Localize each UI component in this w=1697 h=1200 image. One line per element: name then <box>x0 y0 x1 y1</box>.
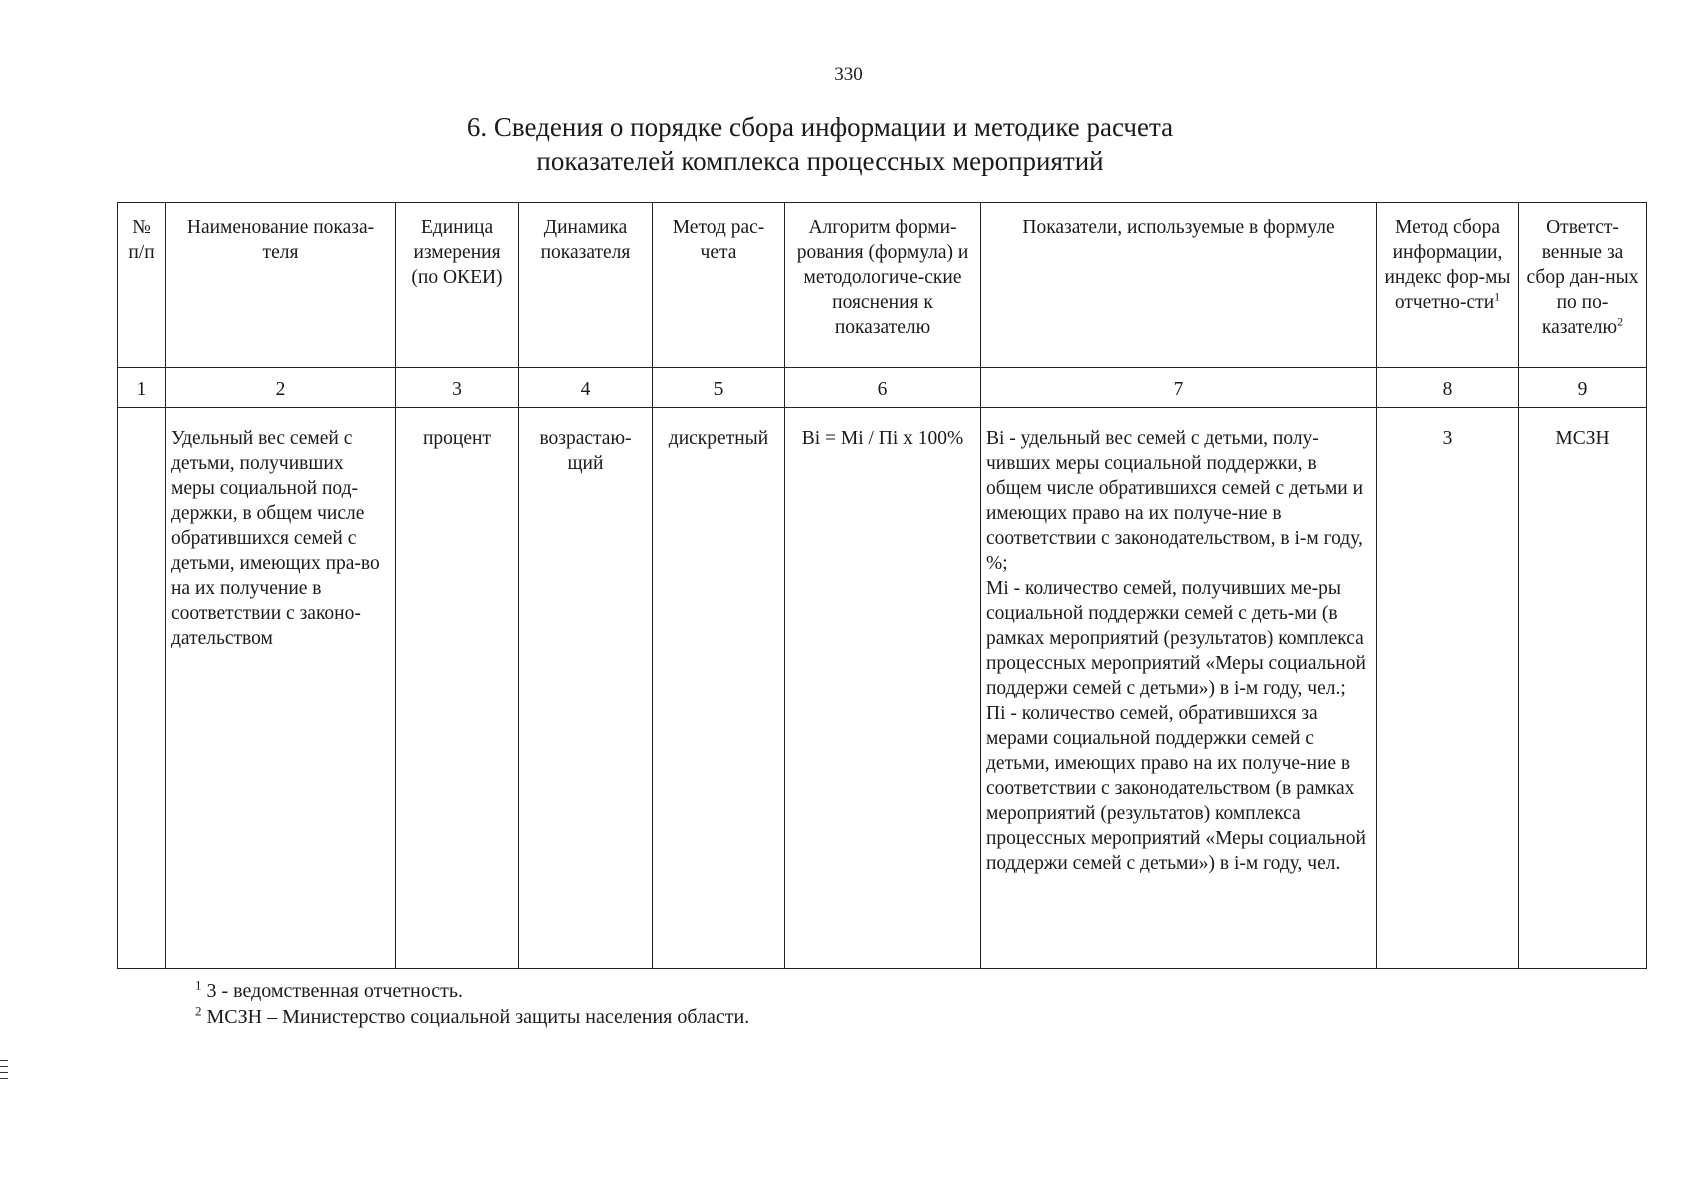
header-cell-variables: Показатели, используемые в формуле <box>981 203 1377 368</box>
margin-mark <box>0 1078 8 1079</box>
column-number: 3 <box>396 368 519 408</box>
footnote-mark: 2 <box>195 1003 202 1019</box>
column-number: 4 <box>519 368 653 408</box>
indicator-formula: Bi = Mi / Пi x 100% <box>785 408 981 969</box>
header-responsible-text: Ответст-венные за сбор дан-ных по по-казателю <box>1526 217 1639 338</box>
indicator-dynamics: возрастаю-щий <box>519 408 653 969</box>
header-collection-text: Метод сбора информации, индекс фор-мы отчетно-сти <box>1384 217 1511 313</box>
variable-mi: Mi - количество семей, получивших ме-ры социальной поддержки семей с деть-ми (в рамках мероприятий (результатов) комплекса процессных мероприятий «Меры социальной поддержи семей с детьми») в i-м году, чел.; <box>986 578 1366 699</box>
margin-mark <box>0 1072 8 1073</box>
indicator-method: дискретный <box>653 408 785 969</box>
page-number: 330 <box>834 64 863 85</box>
column-number: 6 <box>785 368 981 408</box>
footnote-mark: 1 <box>195 977 202 993</box>
indicator-unit: процент <box>396 408 519 969</box>
header-cell-dynamics: Динамика показателя <box>519 203 653 368</box>
footnote-text: МСЗН – Министерство социальной защиты населения области. <box>206 1006 750 1028</box>
table-row <box>118 408 1647 969</box>
variable-bi: Bi - удельный вес семей с детьми, полу-чивших меры социальной поддержки, в общем числе обратившихся семей с детьми и имеющих право на их получе-ние в соответствии с законодательством, в i-м году, %; <box>986 428 1364 574</box>
footnotes <box>195 978 749 1030</box>
header-cell-responsible <box>1519 203 1647 368</box>
header-cell-unit: Единица измерения (по ОКЕИ) <box>396 203 519 368</box>
indicators-table <box>117 202 1647 969</box>
column-number: 5 <box>653 368 785 408</box>
header-cell-number: № п/п <box>118 203 166 368</box>
footnote-ref-2: 2 <box>1617 314 1624 329</box>
indicator-name: Удельный вес семей с детьми, получивших меры социальной под-держки, в общем числе обратившихся семей с детьми, имеющих пра-во на их получение в соответствии с законо-дательством <box>166 408 396 969</box>
section-title-line-1: 6. Сведения о порядке сбора информации и методике расчета <box>466 112 1174 142</box>
scan-margin-marks <box>0 1060 10 1084</box>
variable-pi: Пi - количество семей, обратившихся за мерами социальной поддержки семей с детьми, имеющих право на их получе-ние в соответствии с законодательством (в рамках мероприятий (результатов) комплекса процессных мероприятий «Меры социальной поддержи семей с детьми») в i-м году, чел. <box>986 703 1366 874</box>
formula-variables <box>981 408 1377 969</box>
section-title <box>300 110 1340 178</box>
margin-mark <box>0 1060 8 1061</box>
column-number: 2 <box>166 368 396 408</box>
header-row <box>118 203 1647 368</box>
footnote-ref-1: 1 <box>1494 289 1501 304</box>
header-cell-collection-method <box>1377 203 1519 368</box>
header-cell-formula: Алгоритм форми-рования (формула) и методологиче-ские пояснения к показателю <box>785 203 981 368</box>
column-number-row <box>118 368 1647 408</box>
header-cell-name: Наименование показа-теля <box>166 203 396 368</box>
column-number: 1 <box>118 368 166 408</box>
footnote <box>195 978 749 1004</box>
column-number: 9 <box>1519 368 1647 408</box>
column-number: 7 <box>981 368 1377 408</box>
row-number <box>118 408 166 969</box>
margin-mark <box>0 1066 8 1067</box>
footnote <box>195 1004 749 1030</box>
section-title-line-2: показателей комплекса процессных мероприятий <box>536 146 1104 176</box>
responsible-body: МСЗН <box>1519 408 1647 969</box>
column-number: 8 <box>1377 368 1519 408</box>
footnote-text: 3 - ведомственная отчетность. <box>206 980 463 1002</box>
header-cell-method: Метод рас-чета <box>653 203 785 368</box>
collection-method: 3 <box>1377 408 1519 969</box>
